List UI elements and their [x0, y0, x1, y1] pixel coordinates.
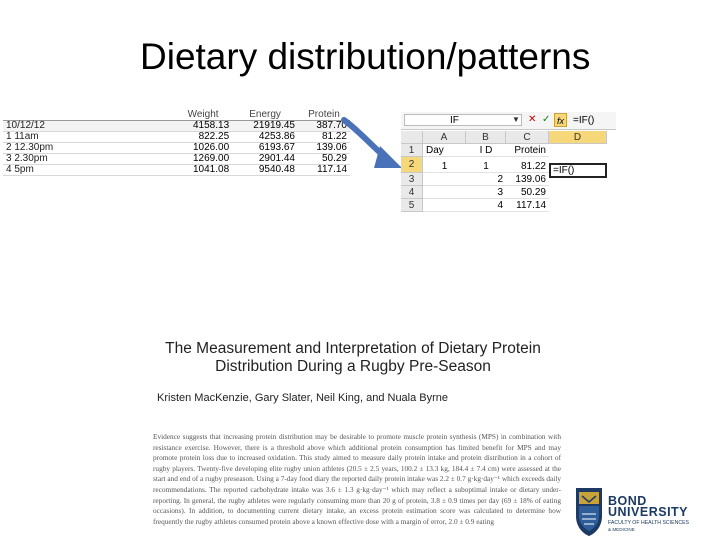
row-header-1[interactable]: 1	[401, 144, 423, 157]
header-weight: Weight	[174, 110, 232, 121]
paper-abstract: Evidence suggests that increasing protein distribution may be desirable to promote muscle protein synthesis (MPS) in combination with resistance exercise. However, there is a threshold above which additional protein consumption has limited benefit for MPS and may promote protein loss due to increased oxidation. This study aimed to measure daily protein intake and protein distribution in a cohort of rugby players. Twenty-five developing elite rugby union athletes (20.5 ± 2.5 years, 100.2 ± 13.3 kg, 184.4 ± 7.4 cm) were assessed at the start and end of a rugby preseason. Using a 7-day food diary the reported daily protein intake was 2.2 ± 0.7 g·kg·day⁻¹ which exceeds daily recommendations. The reported carbohydrate intake was 3.6 ± 1.3 g·kg·day⁻¹ which may reflect a suboptimal intake or dietary under-reporting. In general, the rugby athletes were regularly consuming more than 20 g of protein, 3.8 ± 0.9 times per day (69 ± 18% of eating occasions). In addition, to documenting current dietary intake, an excess protein estimation score was calculated to determine how frequently the rugby athletes consumed protein above a known effective dose with a margin of error, 2.0 ± 0.9 eating	[153, 432, 561, 526]
table-row	[3, 143, 350, 154]
protein-cell: 117.14	[298, 165, 350, 176]
paper-title: The Measurement and Interpretation of Dietary Protein Distribution During a Rugby Pre-Season	[165, 340, 541, 375]
protein-cell: 139.06	[298, 143, 350, 154]
weight-cell: 1041.08	[174, 165, 232, 176]
logo-line2: UNIVERSITY	[608, 505, 689, 519]
cell-b1[interactable]: I D	[466, 144, 506, 157]
column-header-c[interactable]: C	[506, 131, 549, 144]
row-header-4[interactable]: 4	[401, 186, 423, 199]
weight-cell: 1269.00	[174, 154, 232, 165]
table-row	[3, 132, 350, 143]
crest-icon	[574, 486, 604, 538]
chevron-down-icon[interactable]: ▼	[512, 115, 520, 124]
logo-faculty-sub: & MEDICINE	[608, 527, 635, 532]
cell-c3[interactable]: 139.06	[506, 173, 549, 186]
formula-bar	[401, 112, 616, 130]
name-box[interactable]: IF	[404, 114, 522, 126]
weight-cell: 1026.00	[174, 143, 232, 154]
row-header-2[interactable]: 2	[401, 157, 423, 173]
row-header-3[interactable]: 3	[401, 173, 423, 186]
cell-a3[interactable]	[423, 173, 466, 186]
cell-a1[interactable]: Day	[423, 144, 466, 157]
paper-authors: Kristen MacKenzie, Gary Slater, Neil King, and Nuala Byrne	[157, 392, 449, 404]
column-header-a[interactable]: A	[423, 131, 466, 144]
cell-b3[interactable]: 2	[466, 173, 506, 186]
insert-function-icon[interactable]: fx	[554, 113, 567, 127]
weight-cell: 4158.13	[174, 121, 232, 132]
protein-cell: 387.70	[298, 121, 350, 132]
active-cell-d2[interactable]: =IF()	[549, 163, 607, 178]
row-header-5[interactable]: 5	[401, 199, 423, 212]
row-label: 2 12.30pm	[3, 143, 174, 154]
energy-cell: 21919.45	[232, 121, 298, 132]
arrow-icon	[340, 116, 406, 176]
row-label: 3 2.30pm	[3, 154, 174, 165]
table-header-row	[3, 110, 350, 121]
row-label: 1 11am	[3, 132, 174, 143]
nutrition-table	[3, 110, 350, 176]
table-row	[3, 121, 350, 132]
energy-cell: 6193.67	[232, 143, 298, 154]
cell-c4[interactable]: 50.29	[506, 186, 549, 199]
logo-line1: BOND	[608, 494, 647, 508]
header-energy: Energy	[232, 110, 298, 121]
university-logo	[574, 484, 714, 540]
energy-cell: 9540.48	[232, 165, 298, 176]
cell-a2[interactable]: 1	[423, 160, 466, 173]
enter-icon[interactable]: ✓	[542, 114, 551, 125]
left-spreadsheet-snippet	[3, 110, 350, 178]
energy-cell: 4253.86	[232, 132, 298, 143]
select-all-corner[interactable]	[401, 131, 423, 144]
column-header-b[interactable]: B	[466, 131, 506, 144]
cell-c2[interactable]: 81.22	[506, 160, 549, 173]
cancel-icon[interactable]: ✕	[528, 114, 537, 125]
row-label: 10/12/12	[3, 121, 174, 132]
cell-a4[interactable]	[423, 186, 466, 199]
protein-cell: 81.22	[298, 132, 350, 143]
cell-b4[interactable]: 3	[466, 186, 506, 199]
cell-c1[interactable]: Protein	[506, 144, 549, 157]
protein-cell: 50.29	[298, 154, 350, 165]
excel-snippet	[401, 112, 616, 220]
header-protein: Protein	[298, 110, 350, 121]
cell-b2[interactable]: 1	[466, 160, 506, 173]
cell-c5[interactable]: 117.14	[506, 199, 549, 212]
formula-input[interactable]: =IF()	[573, 115, 595, 126]
row-label: 4 5pm	[3, 165, 174, 176]
cell-b5[interactable]: 4	[466, 199, 506, 212]
energy-cell: 2901.44	[232, 154, 298, 165]
table-row	[3, 165, 350, 176]
cell-a5[interactable]	[423, 199, 466, 212]
paper-excerpt	[148, 336, 568, 540]
logo-faculty: FACULTY OF HEALTH SCIENCES	[608, 520, 689, 526]
weight-cell: 822.25	[174, 132, 232, 143]
column-header-d[interactable]: D	[549, 131, 607, 144]
table-row	[3, 154, 350, 165]
slide-title: Dietary distribution/patterns	[140, 36, 591, 77]
